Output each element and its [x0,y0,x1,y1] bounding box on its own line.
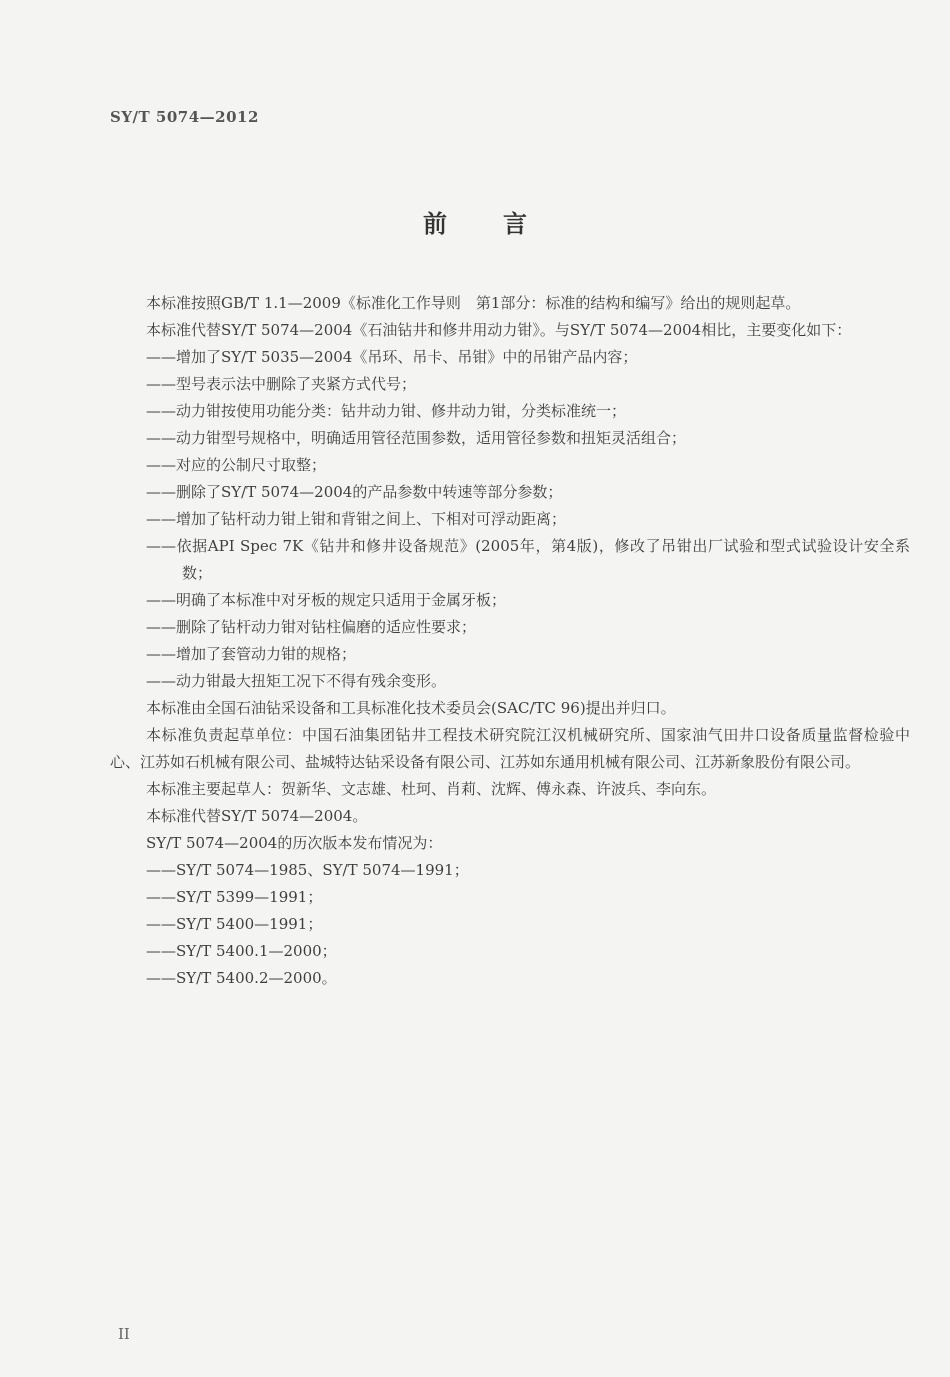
paragraph-proposer: 本标准由全国石油钻采设备和工具标准化技术委员会(SAC/TC 96)提出并归口。 [146,699,676,717]
change-item: ——删除了钻杆动力钳对钻柱偏磨的适应性要求； [146,618,477,636]
history-item: ——SY/T 5400.1—2000； [146,942,337,960]
history-item: ——SY/T 5074—1985、SY/T 5074—1991； [146,861,469,879]
change-item: ——动力钳型号规格中，明确适用管径范围参数，适用管径参数和扭矩灵活组合； [146,429,687,447]
change-item: ——增加了SY/T 5035—2004《吊环、吊卡、吊钳》中的吊钳产品内容； [146,348,638,366]
change-item: ——对应的公制尺寸取整； [146,456,327,474]
history-item: ——SY/T 5399—1991； [146,888,323,906]
change-item: ——型号表示法中删除了夹紧方式代号； [146,375,417,393]
change-item: ——动力钳最大扭矩工况下不得有残余变形。 [146,672,447,690]
change-item: ——依据API Spec 7K《钻井和修井设备规范》(2005年，第4版)，修改了吊钳出厂试验和型式试验设计安全系数； [146,537,910,582]
change-item: ——增加了套管动力钳的规格； [146,645,357,663]
paragraph-drafting-units: 本标准负责起草单位：中国石油集团钻井工程技术研究院江汉机械研究所、国家油气田井口设备质量监督检验中心、江苏如石机械有限公司、盐城特达钻采设备有限公司、江苏如东通用机械有限公司、江苏新象股份有限公司。 [110,726,910,771]
change-item: ——动力钳按使用功能分类：钻井动力钳、修井动力钳，分类标准统一； [146,402,627,420]
history-item: ——SY/T 5400—1991； [146,915,323,933]
history-item: ——SY/T 5400.2—2000。 [146,969,337,987]
change-item: ——明确了本标准中对牙板的规定只适用于金属牙板； [146,591,507,609]
paragraph-replacement: 本标准代替SY/T 5074—2004《石油钻井和修井用动力钳》。与SY/T 5074—2004相比，主要变化如下： [146,321,852,339]
paragraph-supersedes: 本标准代替SY/T 5074—2004。 [146,807,368,825]
page-number: II [118,1325,130,1343]
change-item: ——删除了SY/T 5074—2004的产品参数中转速等部分参数； [146,483,563,501]
paragraph-drafters: 本标准主要起草人：贺新华、文志雄、杜珂、肖莉、沈辉、傅永森、许波兵、李向东。 [146,780,717,798]
document-code: SY/T 5074—2012 [110,108,259,126]
title-char-2: 言 [503,210,527,238]
paragraph-history-intro: SY/T 5074—2004的历次版本发布情况为： [146,834,443,852]
foreword-body [110,290,910,992]
change-item: ——增加了钻杆动力钳上钳和背钳之间上、下相对可浮动距离； [146,510,567,528]
paragraph-drafting-rule: 本标准按照GB/T 1.1—2009《标准化工作导则 第1部分：标准的结构和编写》给出的规则起草。 [146,294,801,312]
title-char-1: 前 [423,210,447,238]
page-title [0,204,950,239]
